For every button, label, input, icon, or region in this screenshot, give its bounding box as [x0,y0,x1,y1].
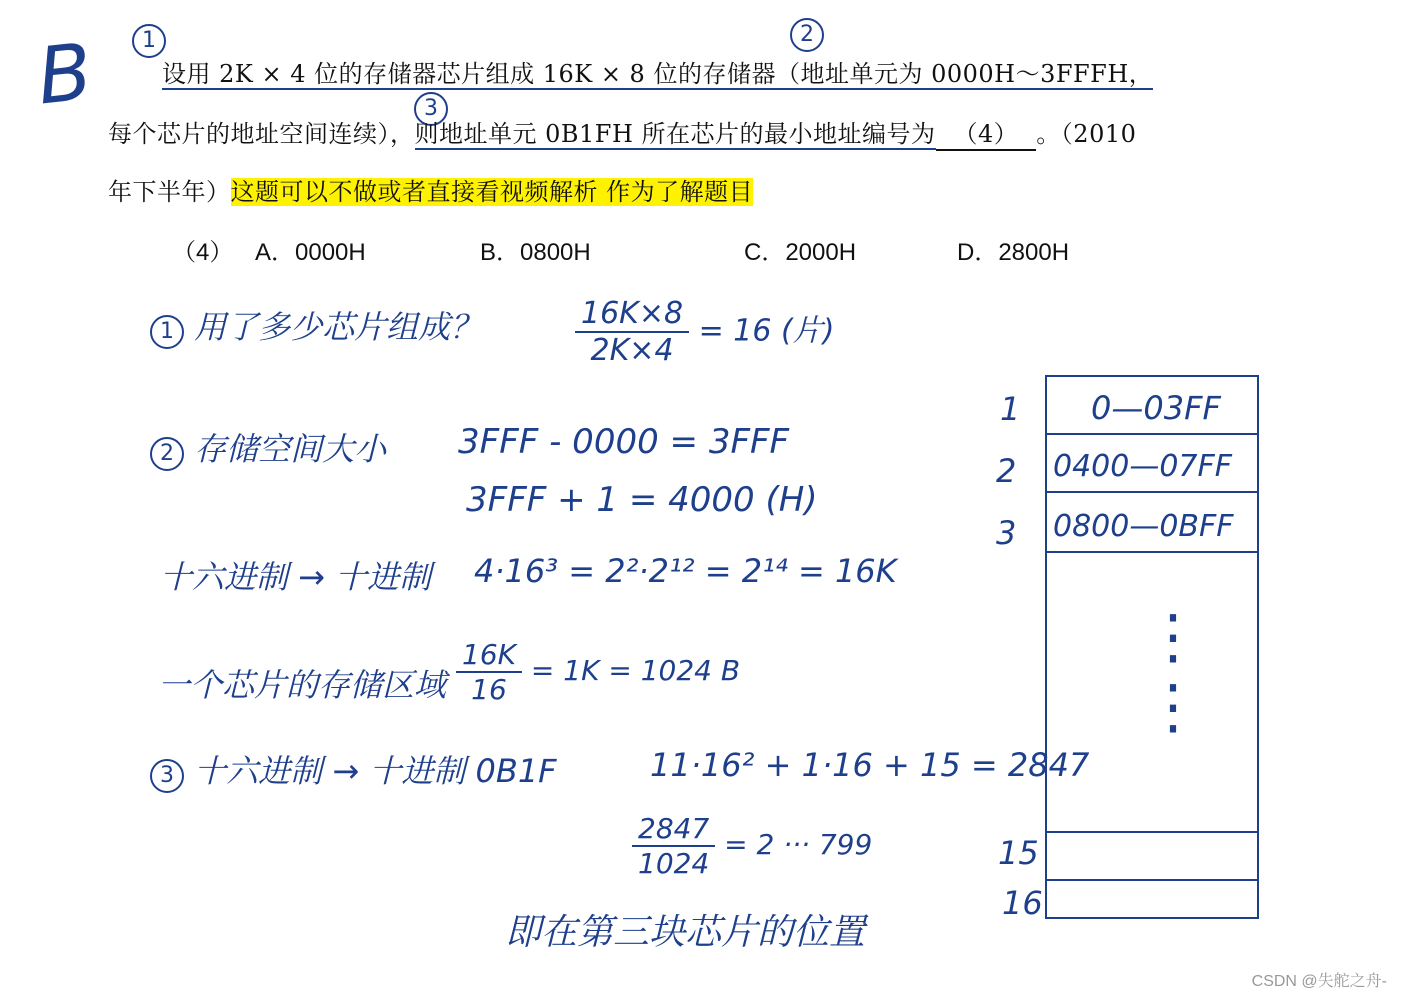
answer-letter: B [33,27,97,123]
answer-blank: （4） [936,114,1037,151]
option-number: （4） [172,239,234,266]
chip-3-range: 0800—0BFF [1053,509,1234,544]
row-divider [1047,433,1257,435]
step-1-label: 1 用了多少芯片组成？ [150,302,482,349]
chip-result: = 1K = 1024 B [530,654,741,687]
question-line-3-a: 年下半年） [108,178,231,206]
division-result: = 2 ··· 799 [724,828,873,861]
question-line-1-b: 地址单元为 0000H～3FFFH， [800,60,1154,88]
question-line-1-a: 设用 2K × 4 位的存储器芯片组成 16K × 8 位的存储器（ [162,60,801,88]
row-divider [1047,831,1257,833]
conclusion: 即在第三块芯片的位置 [505,912,866,953]
question-line-2-a: 每个芯片的地址空间连续）， [108,120,415,148]
mark-2: 2 [790,18,824,52]
step-1-result: = 16 (片) [698,313,835,349]
chip-region-label: 一个芯片的存储区域 [158,666,447,704]
option-d: D．2800H [957,239,1070,266]
memory-map-table [1045,375,1259,919]
option-b: B．0800H [480,239,591,266]
row-number-3: 3 [996,514,1017,552]
highlight-note: 这题可以不做或者直接看视频解析 作为了解题目 [230,178,754,206]
row-number-1: 1 [1000,390,1021,428]
chip-1-range: 0—03FF [1091,389,1221,427]
row-number-15: 15 [998,834,1039,872]
step-3-label: 3 十六进制 → 十进制 0B1F [150,746,557,793]
option-a: A．0000H [255,239,366,266]
row-number-16: 16 [1002,884,1043,922]
ellipsis: ⋮ [1143,672,1203,742]
mark-1: 1 [132,24,166,58]
step-2-eq-2: 3FFF + 1 = 4000 (H) [466,480,818,520]
question-line-2-c: 。（2010 [1036,120,1137,148]
division-denominator: 1024 [638,847,710,880]
step-2-label: 2 存储空间大小 [150,424,386,471]
ellipsis: ⋮ [1143,602,1203,672]
chip-2-range: 0400—07FF [1053,449,1233,484]
watermark: CSDN @失舵之舟- [1251,973,1387,990]
step-3-eq: 11·16² + 1·16 + 15 = 2847 [650,746,1090,784]
division-numerator: 2847 [632,812,715,847]
row-divider [1047,551,1257,553]
chip-denominator: 16 [471,673,507,706]
question-line-2 [108,114,1136,151]
step-1-denominator: 2K×4 [590,333,674,368]
mark-3: 3 [414,92,448,126]
question-line-1 [162,54,1153,89]
row-number-2: 2 [996,452,1017,490]
division-fraction [632,812,872,880]
hex-conversion-eq: 4·16³ = 2²·2¹² = 2¹⁴ = 16K [474,552,897,590]
row-divider [1047,879,1257,881]
chip-region-fraction [456,638,740,706]
question-line-3 [108,172,753,207]
question-line-2-b: 则地址单元 0B1FH 所在芯片的最小地址编号为 [414,120,936,148]
step-1-numerator: 16K×8 [575,296,689,333]
hex-conversion-label: 十六进制 → 十进制 [160,558,432,596]
step-2-eq-1: 3FFF - 0000 = 3FFF [458,422,790,462]
step-1-fraction [575,296,834,368]
row-divider [1047,491,1257,493]
option-c: C．2000H [744,239,857,266]
chip-numerator: 16K [456,638,522,673]
